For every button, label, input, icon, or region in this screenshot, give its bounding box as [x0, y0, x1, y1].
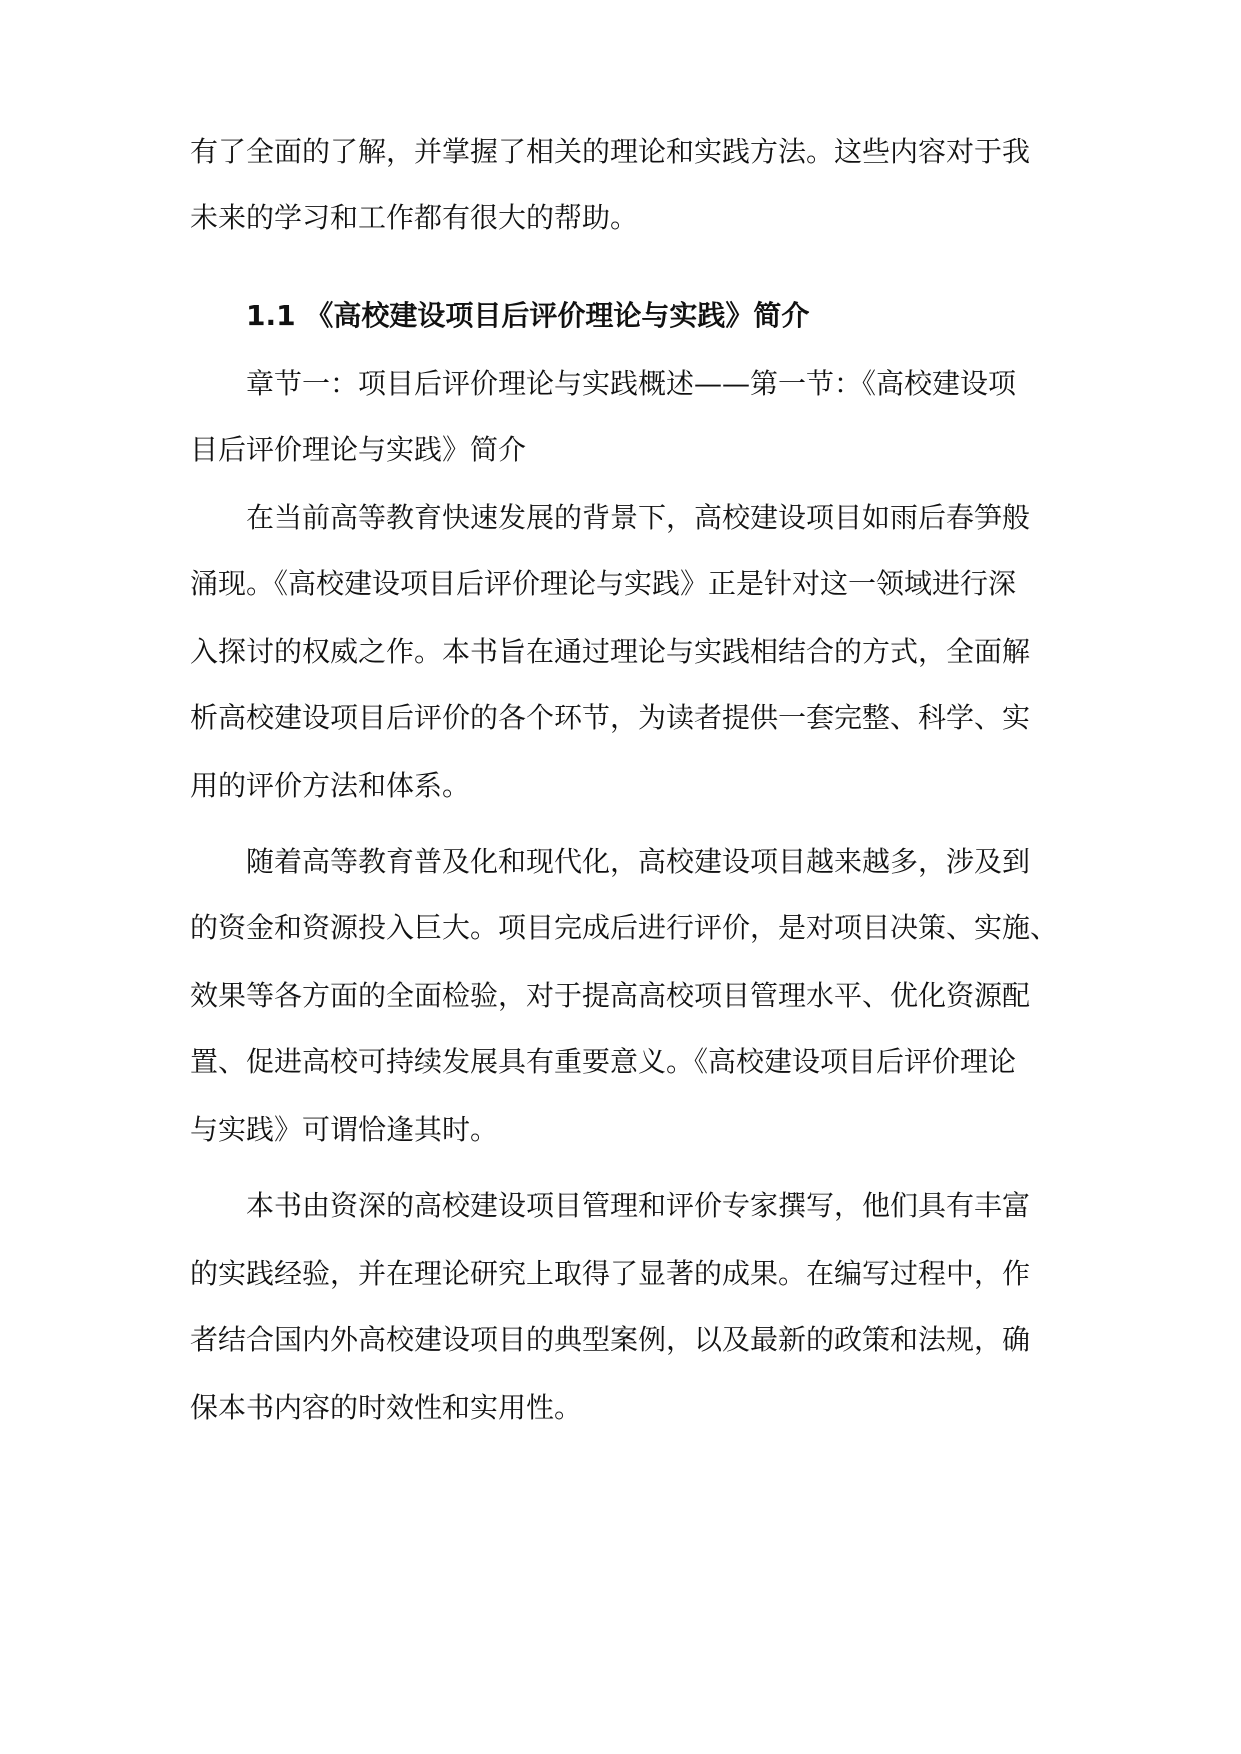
- paragraph-line: 未来的学习和工作都有很大的帮助。: [190, 201, 639, 234]
- paragraph-line: 析高校建设项目后评价的各个环节，为读者提供一套完整、科学、实: [190, 701, 1031, 734]
- paragraph-line: 者结合国内外高校建设项目的典型案例，以及最新的政策和法规，确: [190, 1323, 1031, 1356]
- paragraph-line: 入探讨的权威之作。本书旨在通过理论与实践相结合的方式，全面解: [190, 635, 1031, 668]
- paragraph-line: 保本书内容的时效性和实用性。: [190, 1391, 583, 1424]
- section-heading: 1.1 《高校建设项目后评价理论与实践》简介: [246, 299, 810, 332]
- paragraph-line: 随着高等教育普及化和现代化，高校建设项目越来越多，涉及到: [246, 845, 1031, 878]
- paragraph-line: 章节一：项目后评价理论与实践概述——第一节：《高校建设项: [246, 367, 1017, 400]
- paragraph-line: 的资金和资源投入巨大。项目完成后进行评价，是对项目决策、实施、: [190, 911, 1059, 944]
- paragraph-line: 涌现。《高校建设项目后评价理论与实践》正是针对这一领域进行深: [190, 567, 1017, 600]
- paragraph-line: 的实践经验，并在理论研究上取得了显著的成果。在编写过程中，作: [190, 1257, 1031, 1290]
- paragraph-line: 与实践》可谓恰逢其时。: [190, 1113, 499, 1146]
- paragraph-line: 用的评价方法和体系。: [190, 769, 471, 802]
- paragraph-line: 目后评价理论与实践》简介: [190, 433, 527, 466]
- paragraph-line: 有了全面的了解，并掌握了相关的理论和实践方法。这些内容对于我: [190, 135, 1031, 168]
- paragraph-line: 置、促进高校可持续发展具有重要意义。《高校建设项目后评价理论: [190, 1045, 1017, 1078]
- paragraph-line: 在当前高等教育快速发展的背景下，高校建设项目如雨后春笋般: [246, 501, 1031, 534]
- paragraph-line: 本书由资深的高校建设项目管理和评价专家撰写，他们具有丰富: [246, 1189, 1031, 1222]
- paragraph-line: 效果等各方面的全面检验，对于提高高校项目管理水平、优化资源配: [190, 979, 1031, 1012]
